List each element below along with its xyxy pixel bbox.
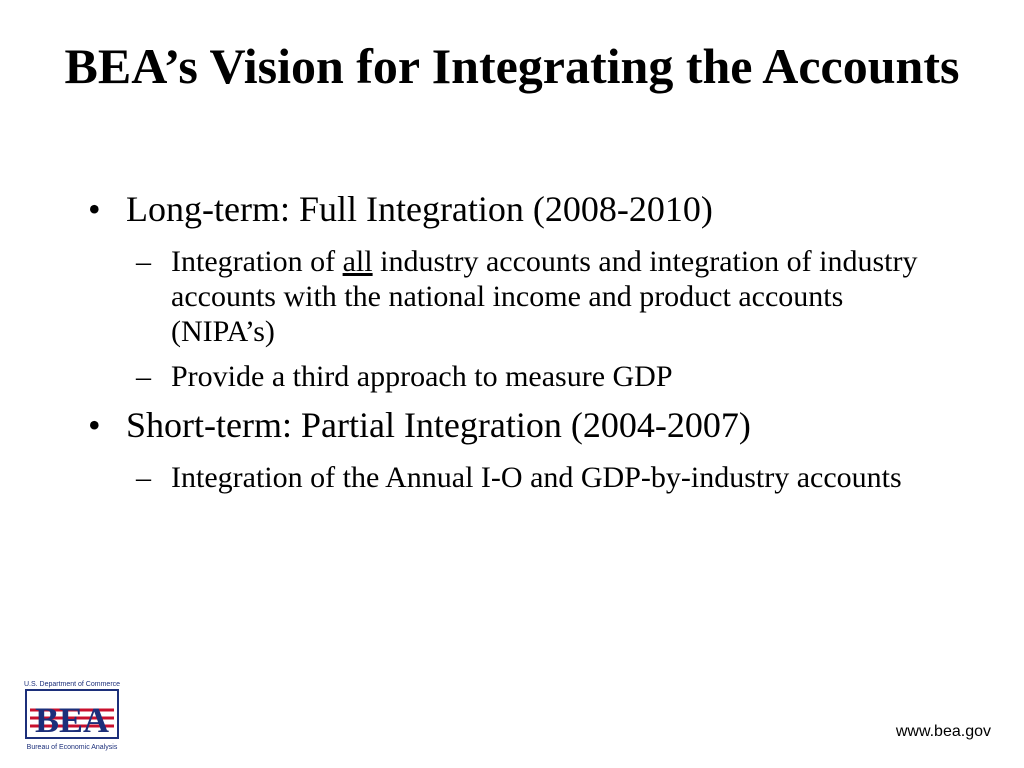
bullet-text: Short-term: Partial Integration (2004-2007): [126, 405, 751, 445]
bullet-marker: •: [88, 189, 101, 229]
sub-bullet-annual-io: [0, 460, 951, 495]
sub-bullet-text-pre: Integration of: [171, 245, 343, 278]
bullet-long-term: [0, 188, 976, 230]
footer-url: www.bea.gov: [895, 723, 991, 740]
logo-bottom-text: Bureau of Economic Analysis: [26, 744, 118, 751]
slide-title: BEA’s Vision for Integrating the Accounts: [64, 38, 960, 94]
bullet-short-term: [0, 404, 976, 446]
slide-body: [0, 188, 1024, 505]
logo-top-text: U.S. Department of Commerce: [24, 681, 120, 688]
bea-logo: [24, 677, 120, 755]
underlined-word: all: [342, 245, 373, 278]
sub-bullet-text: Integration of the Annual I-O and GDP-by-industry accounts: [171, 461, 902, 494]
dash-marker: –: [136, 360, 151, 393]
logo-mark: BEA: [34, 700, 110, 740]
bullet-marker: •: [88, 405, 101, 445]
sub-bullet-text: Provide a third approach to measure GDP: [171, 360, 673, 393]
bullet-text: Long-term: Full Integration (2008-2010): [126, 189, 713, 229]
dash-marker: –: [136, 245, 151, 278]
sub-bullet-integration-all: [0, 244, 951, 349]
dash-marker: –: [136, 461, 151, 494]
sub-bullet-third-approach: [0, 359, 951, 394]
sub-bullet-text-post: industry accounts and integration of industry accounts with the national income and product accounts (NIPA’s): [171, 245, 918, 348]
